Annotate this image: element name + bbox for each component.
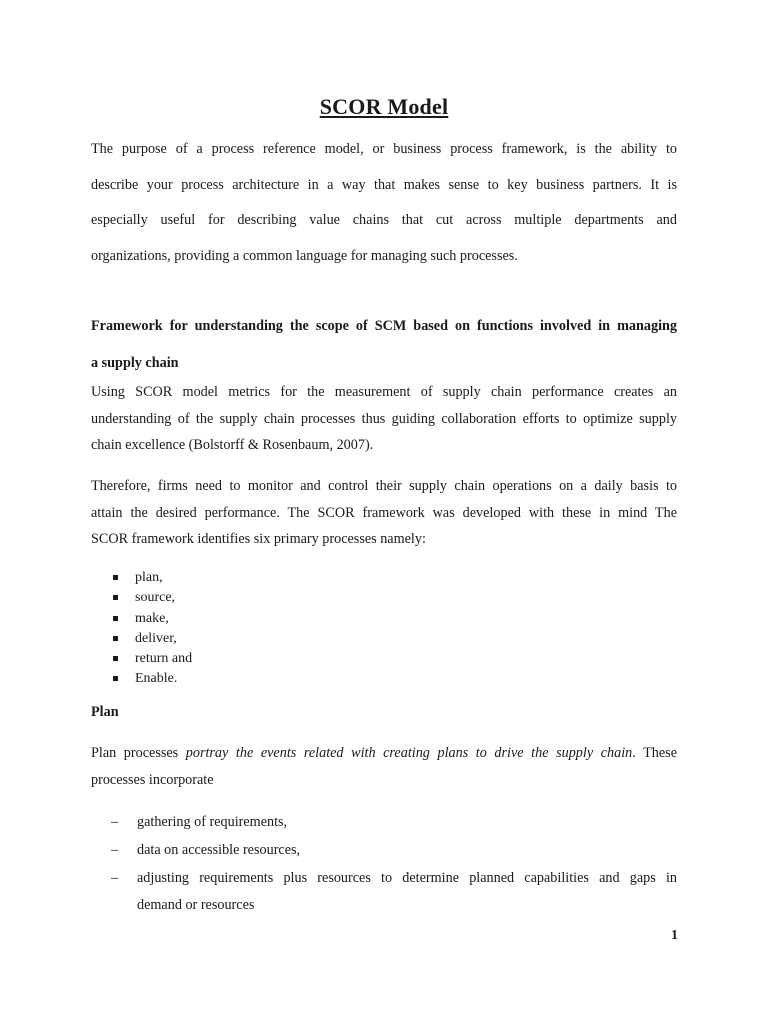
plan-paragraph [91, 740, 677, 794]
plan-lead: Plan processes [91, 745, 186, 761]
monitor-line: attain the desired performance. The SCOR framework was developed with these in mind The [91, 504, 677, 521]
intro-paragraph [91, 132, 677, 274]
plan-italic: portray the events related with creating plans to drive the supply chain [185, 745, 633, 761]
list-item [111, 629, 192, 649]
square-bullet-icon [113, 656, 118, 661]
dash-bullet-icon: – [111, 814, 119, 830]
plan-items-list [111, 809, 677, 920]
metrics-line: understanding of the supply chain processes thus guiding collaboration efforts to optimize supply [91, 410, 677, 427]
list-item [111, 609, 192, 629]
list-item-label: source, [135, 590, 176, 606]
intro-line: especially useful for describing value chains that cut across multiple departments and [91, 212, 677, 228]
square-bullet-icon [113, 616, 118, 621]
monitor-paragraph [91, 473, 677, 553]
intro-line: describe your process architecture in a way that makes sense to key business partners. It is [91, 176, 677, 193]
list-item-label: demand or resources [137, 897, 255, 913]
list-item-label: deliver, [135, 630, 177, 646]
plan-tail: . These [632, 745, 677, 761]
square-bullet-icon [113, 636, 118, 641]
intro-line: The purpose of a process reference model, or business process framework, is the ability to [91, 141, 677, 157]
framework-heading-line: Framework for understanding the scope of SCM based on functions involved in managing [91, 318, 677, 334]
framework-heading [91, 308, 677, 382]
list-item-label: adjusting requirements plus resources to determine planned capabilities and gaps in [137, 870, 677, 886]
list-item [111, 649, 192, 669]
metrics-line: chain excellence (Bolstorff & Rosenbaum, 2007). [91, 437, 374, 453]
process-list [111, 568, 192, 690]
list-item-label: Enable. [135, 671, 178, 687]
list-item-label: gathering of requirements, [137, 814, 288, 830]
page-number: 1 [671, 928, 678, 943]
intro-line: organizations, providing a common language for managing such processes. [91, 247, 518, 264]
list-item [111, 568, 192, 588]
square-bullet-icon [113, 575, 118, 580]
framework-heading-line: a supply chain [91, 355, 179, 371]
list-item [111, 809, 677, 836]
dash-bullet-icon: – [111, 870, 119, 886]
list-item [111, 837, 677, 864]
list-item-label: make, [135, 610, 169, 626]
plan-line [91, 740, 677, 767]
list-item-label: return and [135, 651, 193, 667]
page-title: SCOR Model [319, 94, 449, 119]
list-item-label: data on accessible resources, [137, 842, 301, 858]
monitor-line: SCOR framework identifies six primary processes namely: [91, 531, 426, 547]
square-bullet-icon [113, 676, 118, 681]
metrics-line: Using SCOR model metrics for the measurement of supply chain performance creates an [91, 384, 677, 400]
list-item-label: plan, [135, 570, 163, 585]
list-item [111, 669, 192, 689]
list-item [111, 865, 677, 919]
dash-bullet-icon: – [111, 842, 119, 858]
monitor-line: Therefore, firms need to monitor and control their supply chain operations on a daily basis to [91, 478, 677, 494]
list-item [111, 588, 192, 608]
square-bullet-icon [113, 595, 118, 600]
plan-line: processes incorporate [91, 772, 214, 788]
plan-heading: Plan [91, 704, 119, 720]
metrics-paragraph [91, 379, 677, 459]
